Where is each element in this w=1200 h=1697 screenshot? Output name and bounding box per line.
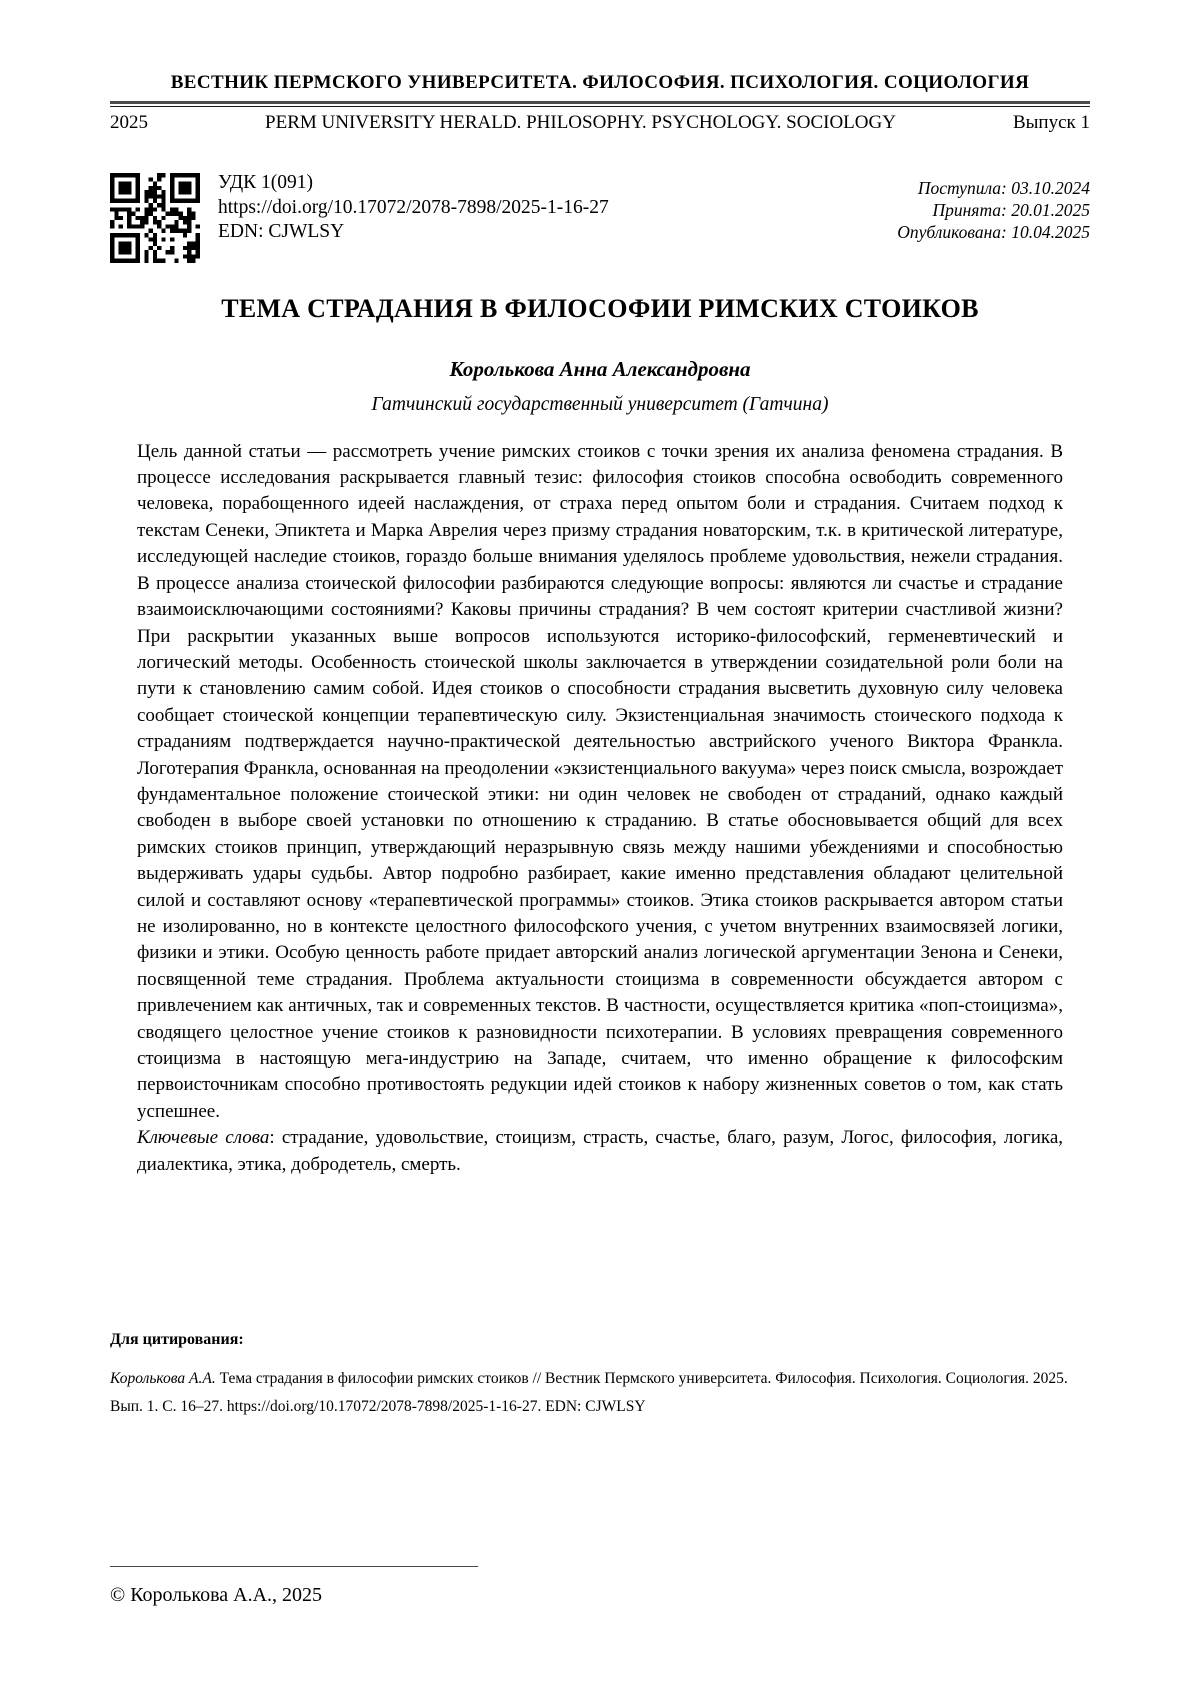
author-affiliation: Гатчинский государственный университет (Гатчина) — [371, 393, 829, 415]
abstract-text: Цель данной статьи — рассмотреть учение римских стоиков с точки зрения их анализа феномена страдания. В процессе исследования раскрывается главный тезис: философия стоиков способна освободить современного человека, порабощенного идеей наслаждения, от страха перед опытом боли и страдания. Считаем подход к текстам Сенеки, Эпиктета и Марка Аврелия через призму страдания новаторским, т.к. в критической литературе, исследующей наследие стоиков, гораздо больше внимания уделялось проблеме удовольствия, нежели страдания. В процессе анализа стоической философии разбираются следующие вопросы: являются ли счастье и страдание взаимоисключающими состояниями? Каковы причины страдания? В чем состоят критерии счастливой жизни? При раскрытии указанных выше вопросов используются историко-философский, герменевтический и логический методы. Особенность стоической школы заключается в утверждении созидательной роли боли на пути к становлению самим собой. Идея стоиков о способности страдания высветить духовную силу человека сообщает стоической концепции терапевтическую силу. Экзистенциальная значимость стоического подхода к страданиям подтверждается научно-практической деятельностью австрийского ученого Виктора Франкла. Логотерапия Франкла, основанная на преодолении «экзистенциального вакуума» через поиск смысла, возрождает фундаментальное положение стоической этики: ни один человек не свободен от страданий, однако каждый свободен в выборе своей установки по отношению к страданию. В статье обосновывается общий для всех римских стоиков принцип, утверждающий неразрывную связь между нашими убеждениями и способностью выдерживать удары судьбы. Автор подробно разбирает, какие именно представления обладают целительной силой и составляют основу «терапевтической программы» стоиков. Этика стоиков раскрывается автором статьи не изолированно, но в контексте целостного философского учения, с учетом внутренних взаимосвязей логики, физики и этики. Особую ценность работе придает авторский анализ логической аргументации Зенона и Сенеки, посвященной теме страдания. Проблема актуальности стоицизма в современности обсуждается автором с привлечением как античных, так и современных текстов. В частности, осуществляется критика «поп-стоицизма», сводящего целостное учение стоиков к разновидности психотерапии. В условиях превращения современного стоицизма в настоящую мега-индустрию на Западе, считаем, что именно обращение к философским первоисточникам способно противостоять редукции идей стоиков к набору жизненных советов о том, как стать успешнее. — [137, 440, 1063, 1122]
issue-label: Выпуск 1 — [1012, 111, 1090, 133]
year-label: 2025 — [110, 111, 148, 133]
page-footer — [110, 1548, 478, 1607]
header-row — [110, 111, 1090, 136]
keywords-label: Ключевые слова — [137, 1127, 270, 1149]
received-date: Поступила: 03.10.2024 — [917, 178, 1090, 199]
citation-label: Для цитирования: — [110, 1331, 244, 1348]
udc-block — [218, 171, 609, 263]
published-date: Опубликована: 10.04.2025 — [897, 222, 1090, 243]
accepted-date: Принята: 20.01.2025 — [932, 200, 1090, 221]
journal-title-russian: ВЕСТНИК ПЕРМСКОГО УНИВЕРСИТЕТА. ФИЛОСОФИЯ. ПСИХОЛОГИЯ. СОЦИОЛОГИЯ — [170, 72, 1030, 93]
citation-text — [110, 1365, 1092, 1421]
citation-body: Тема страдания в философии римских стоиков // Вестник Пермского университета. Философия. Психология. Социология. 2025. Вып. 1. С. 16–27. https://doi.org/10.17072/2078-7898/2025-1-16-27. EDN: CJWLSY — [110, 1370, 1068, 1415]
header-rule — [110, 101, 1090, 107]
udc-number: УДК 1(091) — [218, 172, 314, 194]
footer-rule: ______________________________________________ — [110, 1552, 478, 1569]
keywords-line — [137, 1125, 1063, 1178]
journal-title-english: PERM UNIVERSITY HERALD. PHILOSOPHY. PSYCHOLOGY. SOCIOLOGY — [265, 111, 896, 133]
article-title: ТЕМА СТРАДАНИЯ В ФИЛОСОФИИ РИМСКИХ СТОИКОВ — [221, 294, 979, 324]
citation-block — [110, 1331, 1092, 1421]
dates-block — [897, 171, 1090, 263]
copyright-notice: © Королькова А.А., 2025 — [110, 1584, 323, 1606]
citation-author: Королькова А.А. — [110, 1370, 216, 1387]
author-name: Королькова Анна Александровна — [449, 356, 751, 381]
journal-header — [0, 0, 1200, 135]
doi-text: https://doi.org/10.17072/2078-7898/2025-1-16-27 — [218, 196, 609, 218]
edn-code: EDN: CJWLSY — [218, 221, 345, 243]
keywords-list: : страдание, удовольствие, стоицизм, страсть, счастье, благо, разум, Логос, философия, логика, диалектика, этика, добродетель, смерть. — [137, 1127, 1063, 1175]
qr-code-icon — [110, 173, 200, 263]
article-meta — [110, 171, 1090, 263]
